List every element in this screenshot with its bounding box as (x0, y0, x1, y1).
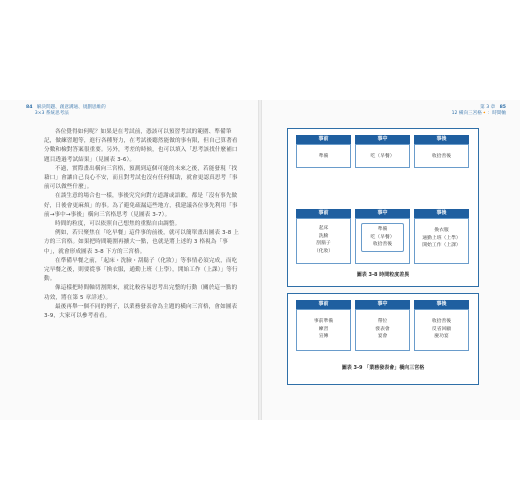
inner-event-box (361, 223, 404, 252)
right-header-line1: 第 3 章 (480, 105, 496, 110)
cell-line: 換衣服 (434, 228, 449, 233)
cell-line: 反省回顧 (431, 326, 452, 332)
fig9-cell-after (414, 309, 469, 351)
cell-line: （化妝） (313, 248, 334, 254)
cell-line: 宴會 (377, 334, 388, 339)
bottom-cell-during (355, 218, 410, 264)
left-header-line2: 3×3 系統思考法 (34, 111, 69, 116)
cell-line: 宣傳 (318, 334, 329, 339)
right-page-number: 85 (499, 105, 506, 110)
bottom-header-during: 事中 (355, 209, 410, 218)
right-header-line2: 12 橫向三宮格🔸：時間軸 (451, 111, 506, 116)
top-header-during: 事中 (355, 135, 410, 144)
cell-line: 開始工作（上課） (422, 243, 461, 248)
cell-line: 洗臉 (318, 233, 329, 239)
cell-line: 刮鬍子 (316, 241, 331, 246)
cell-line: 起床 (318, 226, 329, 231)
left-header-line1: 解決問題、創意溝通、規劃思維的 (36, 105, 106, 110)
bottom-header-after: 事後 (414, 209, 469, 218)
paragraph: 時間的粒度，可以依照自己想焦的重點自由調整。 (55, 221, 181, 228)
cell-line: 帶位 (377, 319, 388, 324)
top-header-after: 事後 (414, 135, 469, 144)
cell-line: 練習 (318, 326, 329, 332)
cell-line: 吃（早餐） (370, 234, 395, 240)
cell-line: 通勤上班（上學） (422, 235, 461, 241)
cell-line: 發表會 (375, 326, 390, 332)
fig9-header-after: 事後 (414, 300, 469, 309)
paragraph: 例如，若只聚焦在「吃早餐」這件事的前後，就可以簡單畫出圖表 3-8 上方的三宮格。如果把時間範圍再擴大一點，也就是將上述的 3 格視為「事中」，就會形成圖表 3-8 下方的三宮格。 (44, 230, 240, 255)
cell-line: 慶功宴 (434, 334, 449, 339)
cell-line: 事前準備 (313, 319, 334, 324)
paragraph: 在談生意的場合也一樣，事後究究向對方道謝或語歉，都是「沒有事先做好，日後會更麻煩」的事。為了避免疏漏這些地方，我建議各位事先利用「事前→事中→事後」橫向三宮格思考（見圖表 3-7）。 (44, 193, 238, 218)
left-page-number: 84 (26, 105, 33, 110)
left-page-header (26, 105, 106, 117)
book-gutter (258, 100, 262, 420)
paragraph: 不過，實際畫出橫向三宮格，預測到這個可能的未來之後，若能發現「找藉口」會讓自己良心不安，而且對考試也沒有任何幫助，就會更認真思考「事前可以做些什麼」。 (44, 165, 238, 191)
bottom-header-before: 事前 (296, 209, 351, 218)
figure-3-9 (287, 293, 479, 385)
paragraph: 在準備早餐之前，「起床・洗臉・刮鬍子（化妝）」等事情必須完成，而吃完早餐之後，則要從事「換衣服，通勤上班（上學），開始工作（上課）」等行動。 (44, 257, 238, 283)
fig9-header-before: 事前 (296, 300, 351, 309)
top-cell-during: 吃（早餐） (355, 144, 410, 168)
fig9-cell-before (296, 309, 351, 351)
right-page-header (430, 105, 506, 117)
figure-3-8-caption: 圖表 3-8 時間粒度差異 (356, 272, 410, 278)
paragraph: 各位覺得如何呢？如果是在考試前，憑該可以預習考試的範圍、準備筆記，做練習題等，進行各種努力，在考試後聽然能做的事有限，但自己算著看分數和檢對答案很重要。另外，考差的時候，也可以填入「思考該找什麼補口題目透過考試結果」（見圖表 3-6）。 (44, 129, 238, 163)
figure-3-9-caption: 圖表 3-9 「業務發表會」橫向三宮格 (341, 365, 425, 371)
paragraph: 最後再舉一個不同的例子，以業務發表會為主題的橫向三宮格，會如圖表 3-9，大家可以參考看看。 (44, 303, 238, 320)
bottom-cell-after (414, 218, 469, 264)
cell-line: 收拾善後 (431, 319, 452, 324)
fig9-cell-during (355, 309, 410, 351)
cell-line: 準備 (377, 227, 388, 232)
cell-line: 收拾善後 (372, 242, 393, 247)
paragraph: 像這樣把時間軸切割開來，就比較容易思考出完整的行動（關於這一點的功效，將在第 5 章詳述）。 (44, 285, 238, 301)
top-cell-after: 收拾善後 (414, 144, 469, 168)
body-text (44, 128, 240, 321)
top-header-before: 事前 (296, 135, 351, 144)
top-cell-before: 準備 (296, 144, 351, 168)
bottom-cell-before (296, 218, 351, 264)
fig9-header-during: 事中 (355, 300, 410, 309)
figure-3-8 (287, 128, 479, 287)
